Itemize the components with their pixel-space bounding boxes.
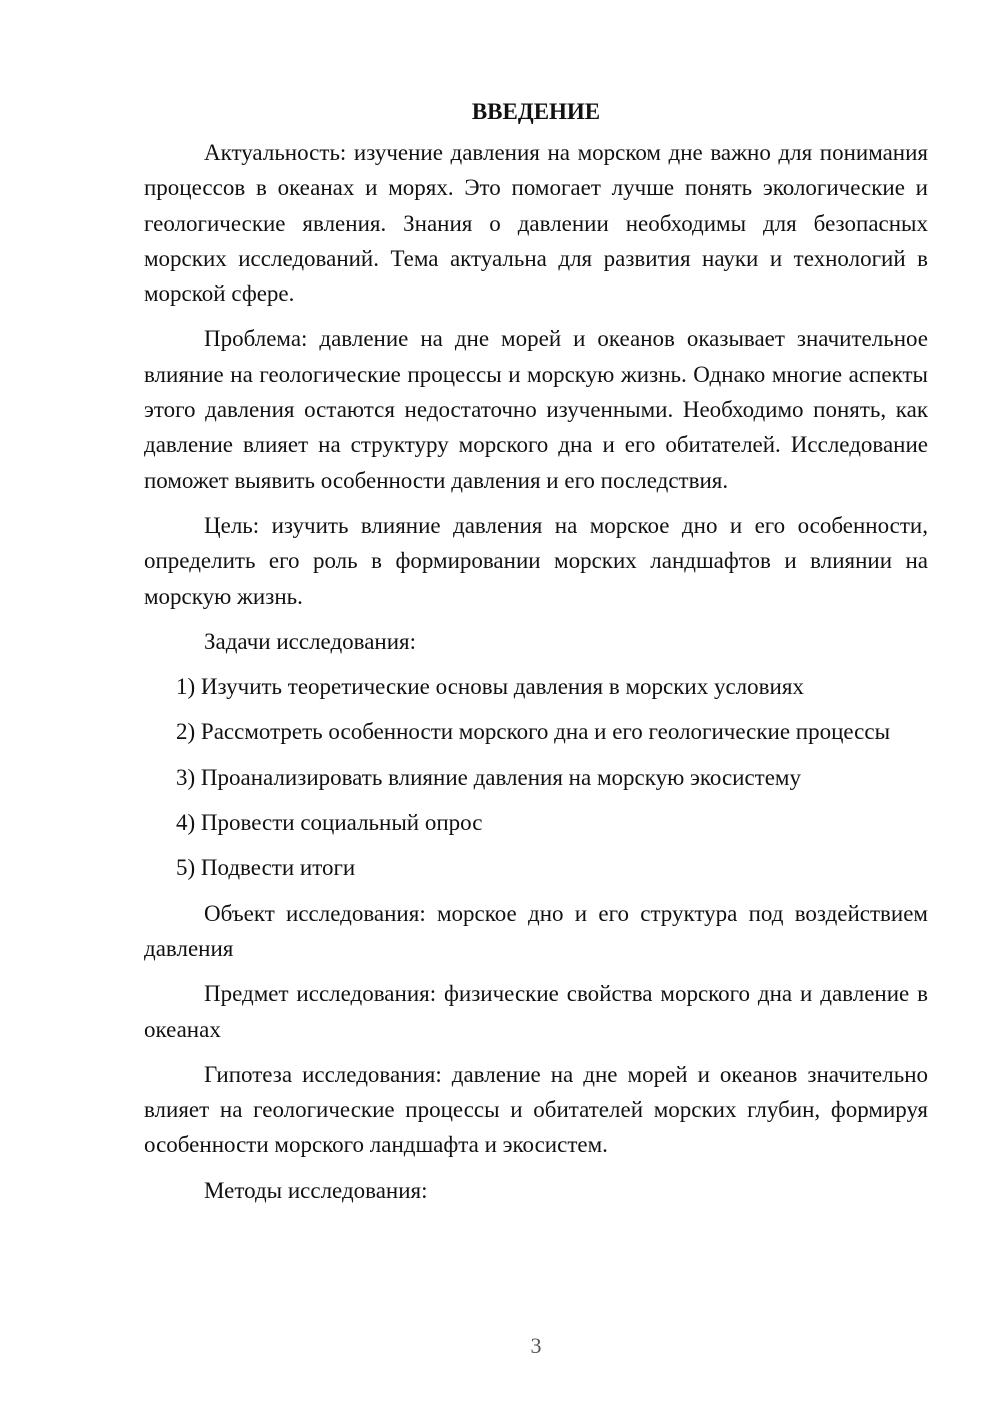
- paragraph-methods: Методы исследования:: [204, 1177, 428, 1203]
- task-item: 5) Подвести итоги: [176, 855, 356, 881]
- paragraph-problem: Проблема: давление на дне морей и океанов оказывает значительное влияние на геологические процессы и морскую жизнь. Однако многие аспекты этого давления остаются недостаточно изученными. Необходимо понять, как давление влияет на структуру морского дна и его обитателей. Исследование поможет выявить особенности давления и его последствия.: [144, 326, 928, 493]
- task-item: 2) Рассмотреть особенности морского дна и его геологические процессы: [176, 719, 891, 745]
- paragraph-subject: Предмет исследования: физические свойства морского дна и давление в океанах: [144, 981, 928, 1042]
- paragraph-relevance: Актуальность: изучение давления на морском дне важно для понимания процессов в океанах и морях. Это помогает лучше понять экологические и геологические явления. Знания о давлении необходимы для безопасных морских исследований. Тема актуальна для развития науки и технологий в морской сфере.: [144, 140, 928, 307]
- paragraph-hypothesis: Гипотеза исследования: давление на дне морей и океанов значительно влияет на геологические процессы и обитателей морских глубин, формируя особенности морского ландшафта и экосистем.: [144, 1061, 928, 1158]
- page-number: 3: [530, 1333, 542, 1358]
- document-page: [144, 94, 928, 1218]
- task-item: 3) Проанализировать влияние давления на морскую экосистему: [176, 764, 801, 790]
- task-item: 4) Провести социальный опрос: [176, 810, 483, 836]
- paragraph-tasks-heading: Задачи исследования:: [204, 628, 417, 654]
- section-title: ВВЕДЕНИЕ: [471, 99, 601, 124]
- task-item: 1) Изучить теоретические основы давления в морских условиях: [176, 674, 804, 700]
- paragraph-object: Объект исследования: морское дно и его структура под воздействием давления: [144, 900, 928, 961]
- paragraph-goal: Цель: изучить влияние давления на морское дно и его особенности, определить его роль в формировании морских ландшафтов и влиянии на морскую жизнь.: [144, 512, 928, 609]
